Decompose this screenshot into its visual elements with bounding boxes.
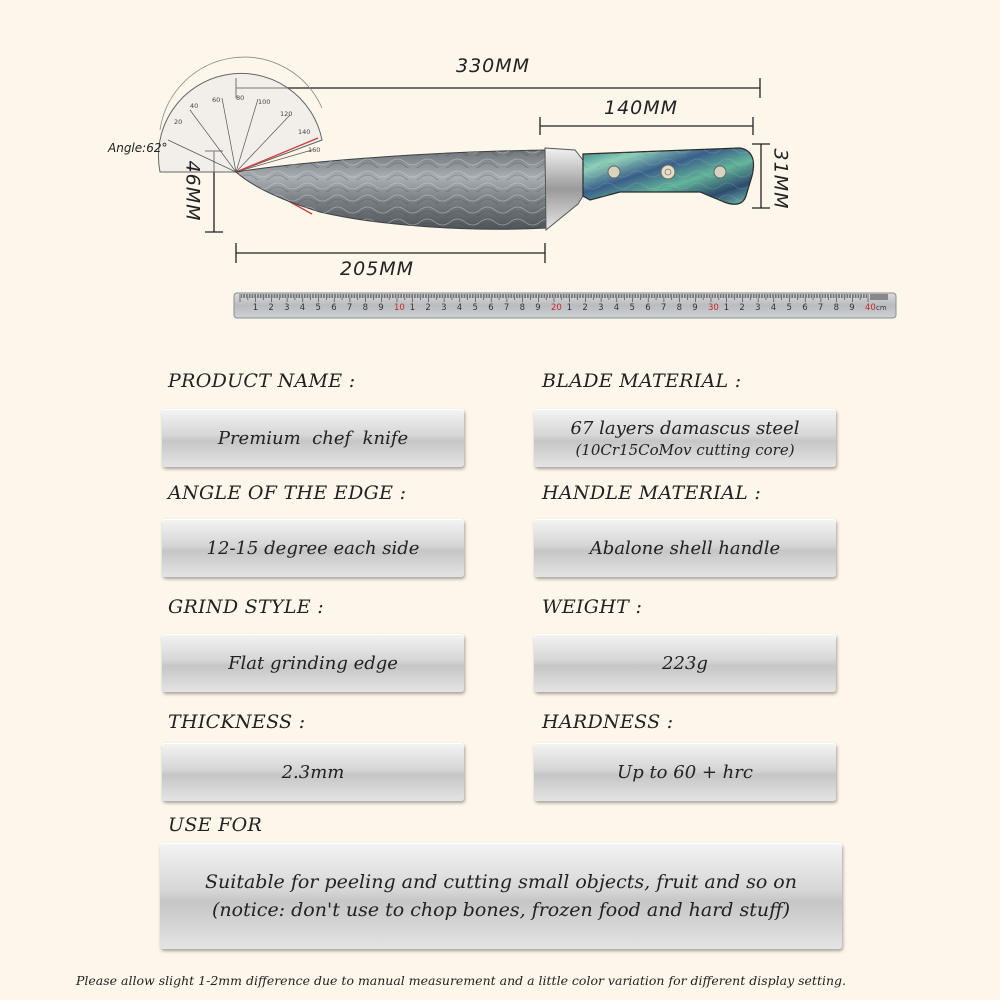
ruler-label: 8 [833,303,840,313]
ruler-label: 3 [598,303,604,313]
ruler-label: 8 [676,303,683,313]
ruler-label: 7 [817,303,824,313]
ruler-label: 3 [441,303,447,313]
ruler-label: 9 [535,303,541,313]
ruler-label: 4 [613,303,620,313]
ruler-label: 6 [802,303,808,313]
ruler-label: 5 [786,303,792,313]
handle-height-label: 31MM [769,148,792,210]
ruler-label: 5 [472,303,478,313]
ruler-label: 10 [394,303,405,313]
grind-style-value: Flat grinding edge [228,652,398,674]
ruler-label: 3 [755,303,761,313]
blade-material-value: 67 layers damascus steel [570,417,800,439]
product-name-label: PRODUCT NAME : [168,370,356,392]
ruler-label: 8 [519,303,526,313]
handle-material-box [534,519,836,577]
svg-text:160: 160 [308,146,321,154]
hardness-box [534,743,836,801]
svg-text:100: 100 [258,98,271,106]
knife-blade [236,150,548,229]
angle-label: Angle:62° [108,141,168,155]
ruler-label: 3 [284,303,290,313]
product-name-value: Premium chef knife [217,427,409,449]
ruler-label: 2 [582,303,588,313]
ruler-label: 1 [409,303,416,313]
ruler-label: 20 [551,303,562,313]
ruler-label: 7 [660,303,667,313]
ruler-label: 2 [425,303,431,313]
svg-text:60: 60 [212,96,221,104]
use-for-box [160,843,842,949]
blade-material-label: BLADE MATERIAL : [542,370,742,392]
ruler-label: 40 [865,303,876,313]
blade-height-label: 46MM [181,160,204,222]
knife-diagram [0,0,1000,330]
ruler-label: 1 [566,303,573,313]
ruler-label: 6 [645,303,651,313]
ruler-label: 5 [315,303,321,313]
thickness-label: THICKNESS : [168,711,306,733]
handle-length-label: 140MM [604,97,679,119]
ruler-label: 9 [378,303,384,313]
ruler-label: 7 [346,303,353,313]
product-name-box [162,409,464,467]
svg-text:40: 40 [190,102,199,110]
grind-style-label: GRIND STYLE : [168,596,324,618]
use-for-line1: Suitable for peeling and cutting small objects, fruit and so on [205,871,797,893]
ruler-label: 8 [362,303,369,313]
thickness-value: 2.3mm [281,761,345,783]
grind-style-box [162,634,464,692]
svg-text:140: 140 [298,128,311,136]
handle-material-value: Abalone shell handle [589,537,781,559]
knife-bolster [545,148,583,230]
weight-value: 223g [662,652,708,674]
ruler-label: 4 [770,303,777,313]
ruler-label: 2 [739,303,745,313]
total-length-label: 330MM [456,55,531,77]
ruler-label: 1 [252,303,259,313]
use-for-line2: (notice: don't use to chop bones, frozen food and hard stuff) [212,899,790,921]
ruler-label: 30 [708,303,719,313]
svg-text:20: 20 [174,118,183,126]
angle-edge-box [162,519,464,577]
use-for-label: USE FOR [168,814,263,836]
blade-material-sub: (10Cr15CoMov cutting core) [575,440,795,459]
ruler-label: 4 [456,303,463,313]
ruler-label: 2 [268,303,274,313]
hardness-label: HARDNESS : [542,711,674,733]
ruler-label: 5 [629,303,635,313]
ruler-unit: cm [876,304,887,312]
ruler-label: 6 [331,303,337,313]
ruler-label: 9 [692,303,698,313]
handle-material-label: HANDLE MATERIAL : [542,482,762,504]
hardness-value: Up to 60 + hrc [617,761,753,783]
ruler-label: 1 [723,303,730,313]
ruler-label: 6 [488,303,494,313]
ruler-label: 9 [849,303,855,313]
blade-material-box [534,409,836,467]
knife-handle [583,148,754,204]
ruler [234,293,896,318]
weight-box [534,634,836,692]
svg-text:80: 80 [236,94,245,102]
ruler-label: 7 [503,303,510,313]
footnote: Please allow slight 1-2mm difference due to manual measurement and a little color variation for different display setting. [76,973,847,988]
blade-length-label: 205MM [340,258,415,280]
thickness-box [162,743,464,801]
angle-edge-value: 12-15 degree each side [206,537,420,559]
angle-edge-label: ANGLE OF THE EDGE : [168,482,407,504]
weight-label: WEIGHT : [542,596,643,618]
svg-text:120: 120 [280,110,293,118]
ruler-label: 4 [299,303,306,313]
